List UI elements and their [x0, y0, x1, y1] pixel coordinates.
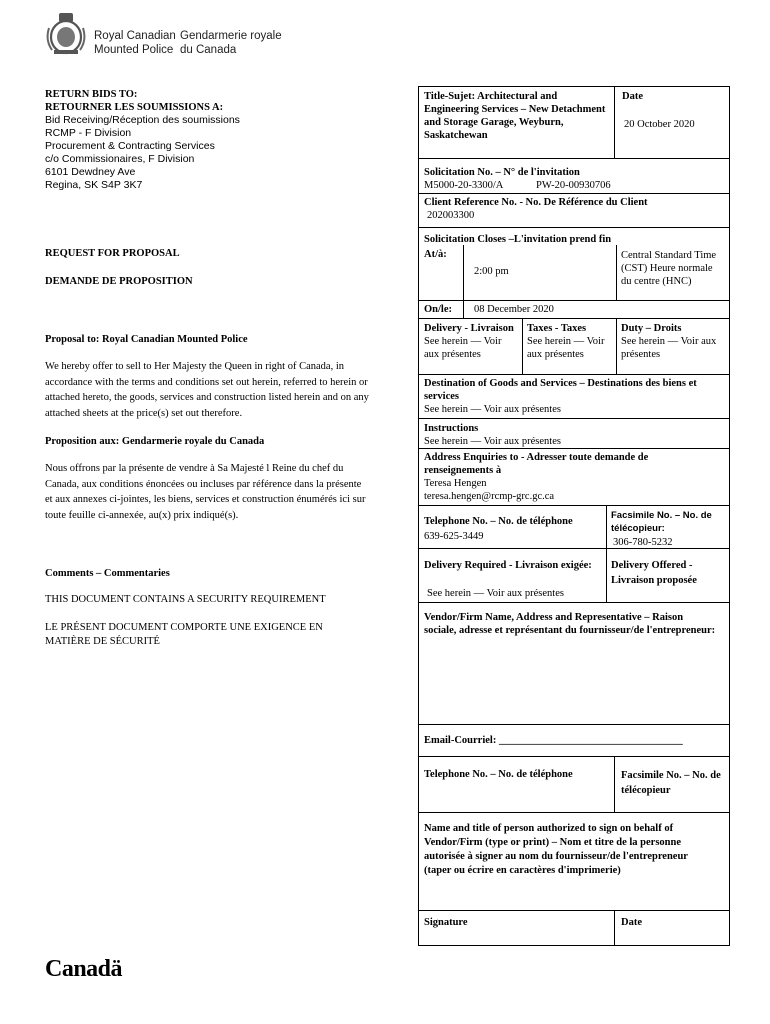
delivery-required-value: See herein — Voir aux présentes: [427, 588, 564, 599]
proposal-to-en: Proposal to: Royal Canadian Mounted Police: [45, 334, 248, 345]
canada-wordmark: Canadä: [45, 956, 123, 982]
destination-cell: [420, 375, 728, 418]
date-label: Date: [622, 91, 643, 102]
rfp-title-en: REQUEST FOR PROPOSAL: [45, 248, 180, 259]
org-name-en-2: Mounted Police: [94, 44, 174, 56]
telephone-label: Telephone No. – No. de téléphone: [424, 516, 573, 527]
solicitation-number-pw: PW-20-00930706: [536, 180, 611, 191]
return-address-line: Procurement & Contracting Services: [45, 140, 215, 153]
rfp-title-fr: DEMANDE DE PROPOSITION: [45, 276, 193, 287]
security-requirement-fr: LE PRÉSENT DOCUMENT COMPORTE UNE EXIGENCE EN MATIÈRE DE SÉCURITÉ: [45, 622, 323, 647]
client-reference-value: 202003300: [427, 210, 475, 221]
vendor-telephone-label: Telephone No. – No. de téléphone: [424, 769, 573, 780]
duty-cell: [617, 320, 729, 363]
enquiries-email: teresa.hengen@rcmp-grc.gc.ca: [424, 491, 555, 502]
vendor-fax-label: Facsimile No. – No. de télécopieur: [621, 770, 721, 796]
security-requirement-en: THIS DOCUMENT CONTAINS A SECURITY REQUIREMENT: [45, 594, 326, 605]
rcmp-crest-icon: [44, 10, 88, 56]
delivery-cell: [420, 320, 522, 363]
delivery-offered-label: Delivery Offered - Livraison proposée: [611, 560, 697, 586]
duty-label: Duty – Droits: [621, 323, 682, 334]
instructions-label: Instructions: [424, 423, 479, 434]
proposal-text-en: We hereby offer to sell to Her Majesty the Queen in right of Canada, in accordance with the terms and conditions set out herein, referred to herein or attached hereto, the goods, services and construction listed herein and on any attached sheets at the price(s) set out therefore.: [45, 361, 369, 419]
destination-value: See herein — Voir aux présentes: [424, 404, 561, 415]
closing-timezone: Central Standard Time (CST) Heure normale du centre (HNC): [621, 250, 717, 287]
return-bids-block: [45, 88, 375, 192]
delivery-value: See herein — Voir aux présentes: [424, 336, 502, 360]
solicitation-number: M5000-20-3300/A: [424, 180, 504, 191]
return-address-line: 6101 Dewdney Ave: [45, 166, 136, 179]
authorized-person-label: Name and title of person authorized to sign on behalf of Vendor/Firm (type or print) – Nom et titre de la personne autorisée à signer au nom du fournisseur/de l'entrepreneur (taper ou écrire en caractères d'imprimerie): [424, 823, 688, 876]
email-field: Email-Courriel: ___________________________________: [424, 735, 683, 746]
instructions-value: See herein — Voir aux présentes: [424, 436, 561, 447]
enquiries-name: Teresa Hengen: [424, 478, 487, 489]
vendor-label: Vendor/Firm Name, Address and Representative – Raison sociale, adresse et représentant du fournisseur/de l'entrepreneur:: [424, 612, 716, 636]
return-address-line: Bid Receiving/Réception des soumissions: [45, 114, 240, 127]
enquiries-label: Address Enquiries to - Adresser toute demande de renseignements à: [424, 452, 649, 476]
date-value: 20 October 2020: [624, 119, 695, 130]
delivery-required-label: Delivery Required - Livraison exigée:: [424, 560, 592, 571]
return-address-line: Regina, SK S4P 3K7: [45, 179, 143, 192]
signature-date-label: Date: [621, 917, 642, 928]
title-field: Title-Sujet: Architectural and Engineering Services – New Detachment and Storage Garage, Weyburn, Saskatchewan: [424, 91, 606, 142]
org-name-en-1: Royal Canadian: [94, 30, 176, 42]
org-name-fr-1: Gendarmerie royale: [180, 30, 282, 42]
solicitation-label: Solicitation No. – N° de l'invitation: [424, 167, 580, 178]
telephone-value: 639-625-3449: [424, 531, 484, 542]
organization-name: [94, 29, 282, 57]
return-bids-title-fr: RETOURNER LES SOUMISSIONS A:: [45, 102, 224, 114]
closing-time: 2:00 pm: [474, 266, 509, 277]
taxes-label: Taxes - Taxes: [527, 323, 587, 334]
on-label: On/le:: [424, 304, 452, 315]
at-label: At/à:: [424, 249, 447, 260]
signature-label: Signature: [424, 917, 468, 928]
destination-label: Destination of Goods and Services – Destinations des biens et services: [424, 378, 697, 402]
closing-date: 08 December 2020: [474, 304, 554, 315]
solicitation-closes-label: Solicitation Closes –L'invitation prend fin: [424, 234, 612, 245]
delivery-label: Delivery - Livraison: [424, 323, 514, 334]
return-address-line: c/o Commissionaires, F Division: [45, 153, 195, 166]
org-name-fr-2: du Canada: [180, 44, 237, 56]
proposal-to-fr: Proposition aux: Gendarmerie royale du Canada: [45, 436, 265, 447]
comments-title: Comments – Commentaries: [45, 568, 170, 579]
taxes-value: See herein — Voir aux présentes: [527, 336, 605, 360]
taxes-cell: [523, 320, 616, 363]
enquiries-cell: [420, 449, 700, 505]
return-address-line: RCMP - F Division: [45, 127, 132, 140]
client-reference-label: Client Reference No. - No. De Référence du Client: [424, 197, 648, 208]
fax-value: 306-780-5232: [613, 537, 673, 548]
instructions-cell: [420, 420, 728, 450]
duty-value: See herein — Voir aux présentes: [621, 336, 717, 360]
proposal-text-fr: Nous offrons par la présente de vendre à Sa Majesté l Reine du chef du Canada, aux conditions énoncées ou incluses par référence dans la présente et aux annexes ci-jointes, les biens, services et construction énumérés ici sur toute feuille ci-annexée, au(x) prix indiqué(s).: [45, 463, 366, 521]
return-bids-title-en: RETURN BIDS TO:: [45, 89, 138, 100]
fax-label: Facsimile No. – No. de télécopieur:: [611, 510, 712, 534]
